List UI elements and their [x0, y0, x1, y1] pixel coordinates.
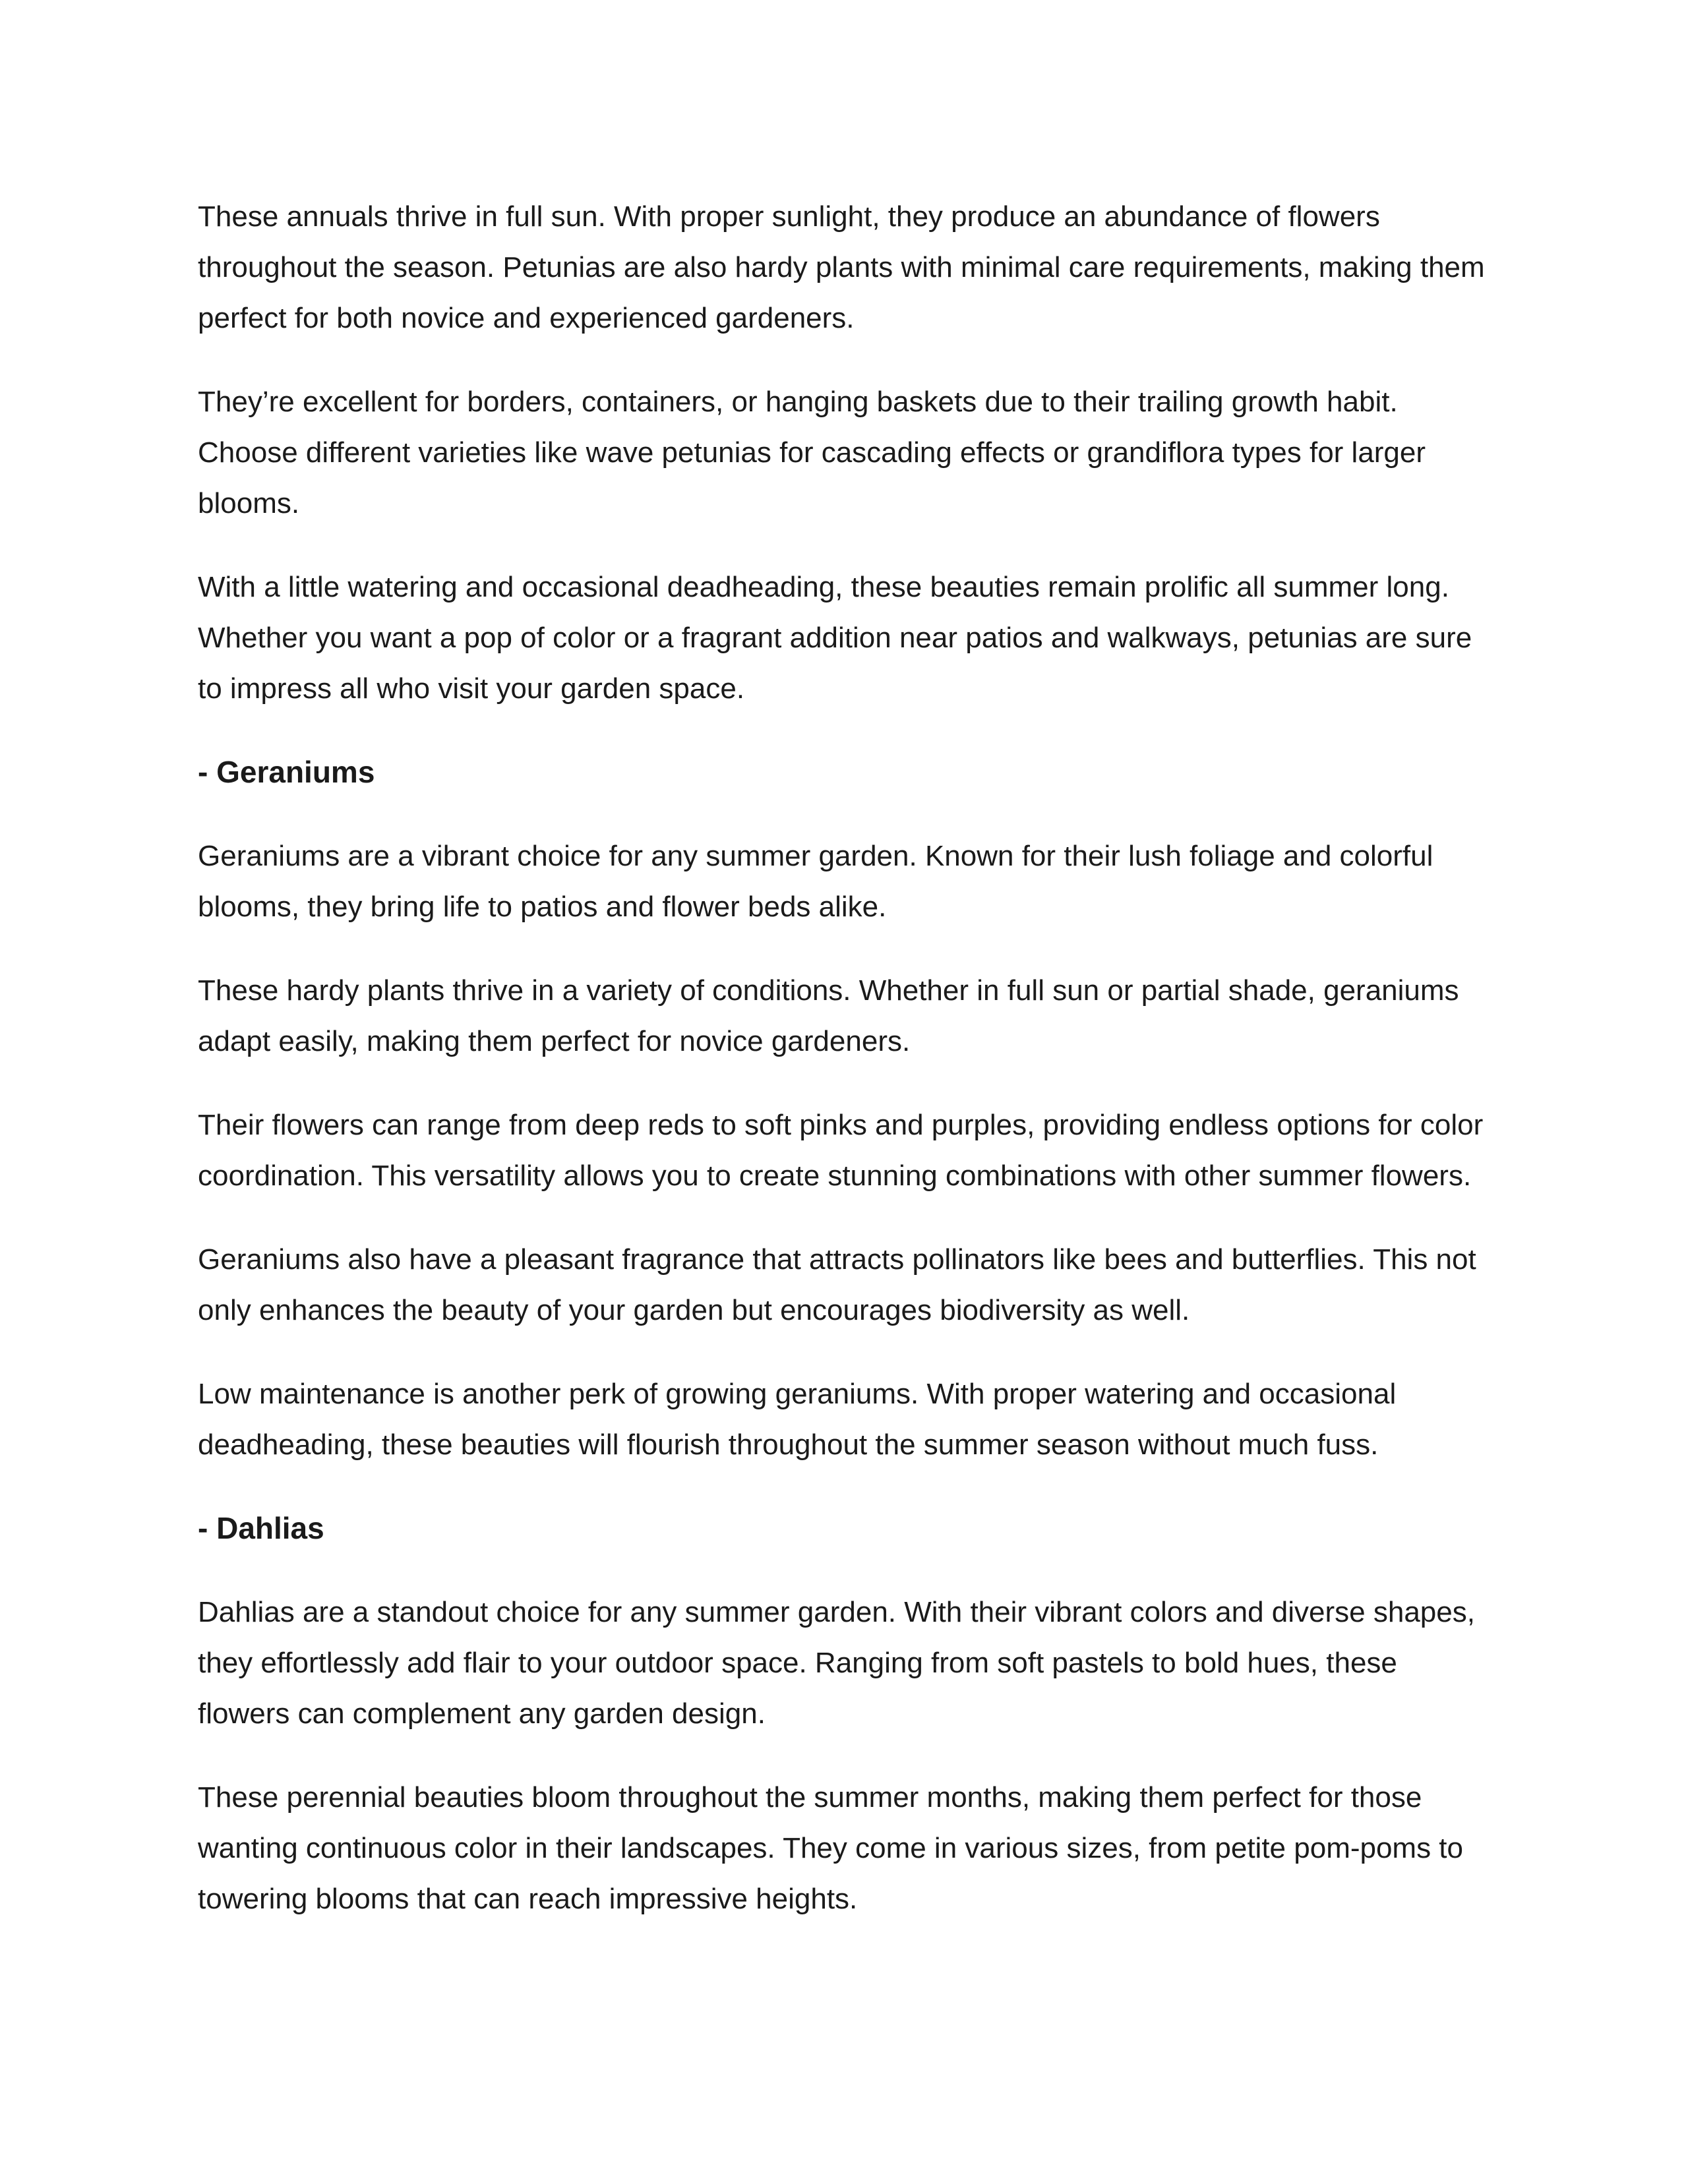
document-page [198, 191, 1497, 1957]
paragraph: Low maintenance is another perk of growing geraniums. With proper watering and occasional deadheading, these beauties will flourish throughout the summer season without much fuss. [198, 1378, 1397, 1461]
section-heading-geraniums: - Geraniums [198, 755, 375, 789]
paragraph: They’re excellent for borders, containers, or hanging baskets due to their trailing growth habit. Choose different varieties like wave petunias for cascading effects or grandiflora types for larger blooms. [198, 386, 1426, 519]
paragraph: Dahlias are a standout choice for any summer garden. With their vibrant colors and diverse shapes, they effortlessly add flair to your outdoor space. Ranging from soft pastels to bold hues, these flowers can complement any garden design. [198, 1596, 1475, 1730]
paragraph: With a little watering and occasional deadheading, these beauties remain prolific all summer long. Whether you want a pop of color or a fragrant addition near patios and walkways, petunias are sure to impress all who visit your garden space. [198, 571, 1472, 705]
section-heading-dahlias: - Dahlias [198, 1511, 324, 1545]
paragraph: These hardy plants thrive in a variety of conditions. Whether in full sun or partial shade, geraniums adapt easily, making them perfect for novice gardeners. [198, 974, 1459, 1057]
paragraph: These perennial beauties bloom throughout the summer months, making them perfect for those wanting continuous color in their landscapes. They come in various sizes, from petite pom-poms to towering blooms that can reach impressive heights. [198, 1781, 1464, 1915]
paragraph: Geraniums are a vibrant choice for any summer garden. Known for their lush foliage and colorful blooms, they bring life to patios and flower beds alike. [198, 840, 1433, 923]
paragraph: These annuals thrive in full sun. With proper sunlight, they produce an abundance of flowers throughout the season. Petunias are also hardy plants with minimal care requirements, making them perfect for both novice and experienced gardeners. [198, 200, 1485, 334]
paragraph: Their flowers can range from deep reds to soft pinks and purples, providing endless options for color coordination. This versatility allows you to create stunning combinations with other summer flowers. [198, 1109, 1484, 1192]
paragraph: Geraniums also have a pleasant fragrance that attracts pollinators like bees and butterflies. This not only enhances the beauty of your garden but encourages biodiversity as well. [198, 1243, 1476, 1326]
